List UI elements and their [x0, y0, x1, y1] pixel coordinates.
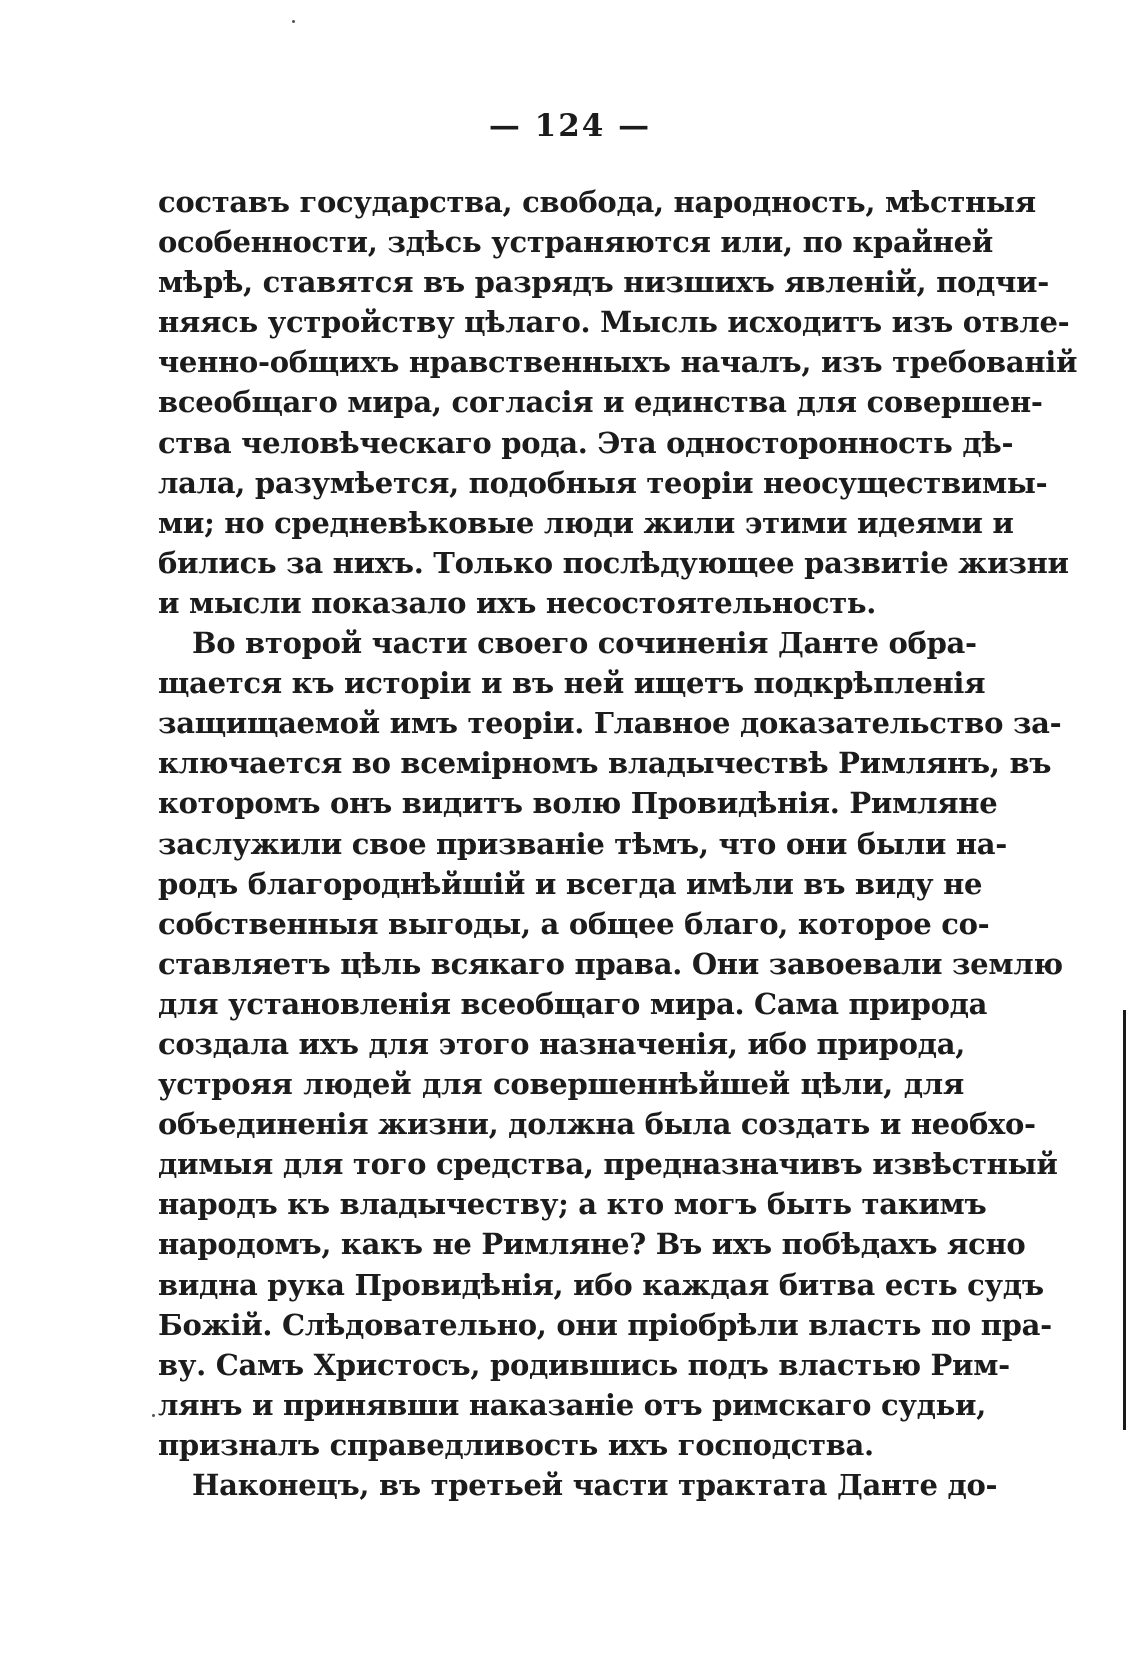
text-line: ставляетъ цѣль всякаго права. Они завоевали землю	[158, 946, 1063, 981]
text-line: объединенія жизни, должна была создать и необхо-	[158, 1107, 1036, 1142]
text-line: лала, разумѣется, подобныя теоріи неосуществимы-	[158, 465, 1048, 500]
text-line: ключается во всемірномъ владычествѣ Римлянъ, въ	[158, 746, 1052, 781]
text-line: ства человѣческаго рода. Эта односторонность дѣ-	[158, 425, 1014, 460]
scan-edge-shadow	[1123, 1010, 1126, 1430]
paragraph-start-line: Во второй части своего сочиненія Данте обра-	[192, 626, 977, 661]
text-line: заслужили свое призваніе тѣмъ, что они были на-	[158, 826, 1007, 861]
text-line: для установленія всеобщаго мира. Сама природа	[158, 986, 988, 1021]
text-line: которомъ онъ видитъ волю Провидѣнія. Римляне	[158, 786, 998, 821]
text-line: родъ благороднѣйшій и всегда имѣли въ виду не	[158, 866, 983, 901]
page-number: — 124 —	[488, 108, 652, 144]
text-line: народъ къ владычеству; а кто могъ быть такимъ	[158, 1187, 987, 1222]
paragraph-start-line: Наконецъ, въ третьей части трактата Данте до-	[192, 1468, 998, 1502]
text-line: всеобщаго мира, согласія и единства для совершен-	[158, 385, 1043, 420]
text-line: бились за нихъ. Только послѣдующее развитіе жизни	[158, 545, 1069, 580]
body-text	[158, 182, 1078, 1505]
text-line: защищаемой имъ теоріи. Главное доказательство за-	[158, 706, 1062, 741]
scan-speck	[152, 1414, 155, 1417]
text-line: Божій. Слѣдовательно, они пріобрѣли власть по пра-	[158, 1307, 1052, 1342]
scan-speck	[292, 20, 295, 23]
paragraph-end-line: и мысли показало ихъ несостоятельность.	[158, 585, 877, 620]
text-line: ву. Самъ Христосъ, родившись подъ властью Рим-	[158, 1347, 1010, 1382]
text-line: няясь устройству цѣлаго. Мысль исходитъ изъ отвле-	[158, 305, 1070, 340]
text-line: ми; но средневѣковые люди жили этими идеями и	[158, 505, 1014, 540]
text-line: димыя для того средства, предназначивъ извѣстный	[158, 1147, 1058, 1182]
text-line: народомъ, какъ не Римляне? Въ ихъ побѣдахъ ясно	[158, 1227, 1026, 1262]
text-line: щается къ исторіи и въ ней ищетъ подкрѣпленія	[158, 666, 986, 701]
text-line: лянъ и принявши наказаніе отъ римскаго судьи,	[158, 1387, 987, 1422]
paragraph-end-line: призналъ справедливость ихъ господства.	[158, 1427, 874, 1462]
text-line: ченно-общихъ нравственныхъ началъ, изъ требованій	[158, 345, 1078, 380]
text-line: особенности, здѣсь устраняются или, по крайней	[158, 225, 993, 260]
text-line: устрояя людей для совершеннѣйшей цѣли, для	[158, 1067, 964, 1102]
text-line: создала ихъ для этого назначенія, ибо природа,	[158, 1026, 965, 1061]
text-line: собственныя выгоды, а общее благо, которое со-	[158, 906, 990, 941]
text-line: составъ государства, свобода, народность, мѣстныя	[158, 185, 1036, 219]
text-line: видна рука Провидѣнія, ибо каждая битва есть судъ	[158, 1267, 1044, 1302]
text-line: мѣрѣ, ставятся въ разрядъ низшихъ явленій, подчи-	[158, 265, 1049, 300]
